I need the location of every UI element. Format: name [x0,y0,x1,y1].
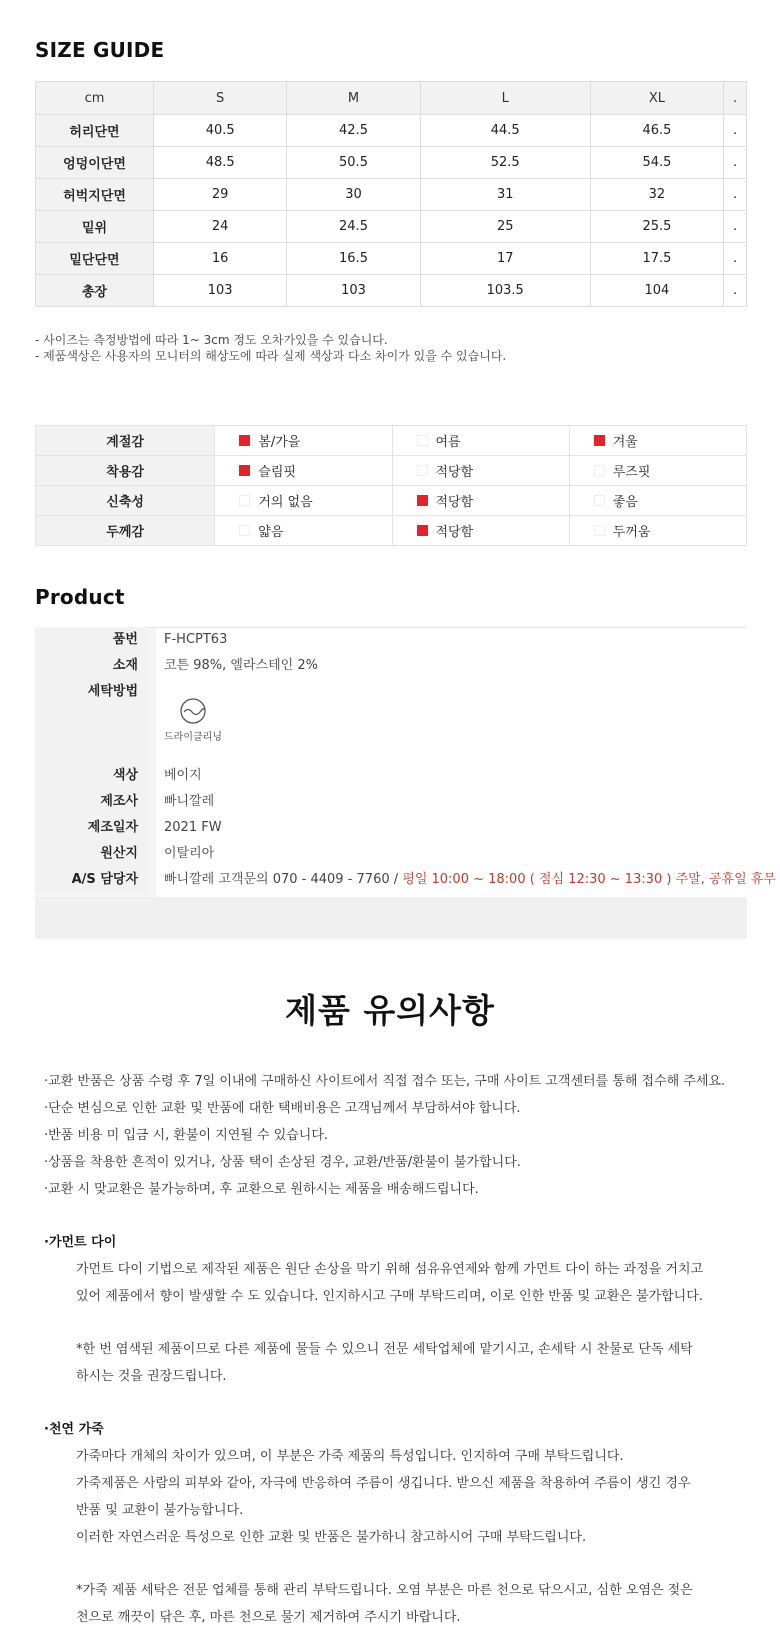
as-contact: 빠니깔레 고객문의 070 - 4409 - 7760 / [164,872,403,887]
info-value: 빠니깔레 [164,794,215,809]
notice-line: 천으로 깨끗이 닦은 후, 마른 천으로 물기 제거하여 주시기 바랍니다. [76,1610,461,1625]
table-row [36,115,747,147]
option-text: 적당함 [435,495,474,510]
table-row [36,275,747,307]
fit-feel-table [35,425,747,546]
unchecked-marker-icon [239,495,250,506]
unchecked-marker-icon [594,465,605,476]
info-value: 이탈리아 [164,846,215,861]
unchecked-marker-icon [239,525,250,536]
table-cell: 17 [420,243,590,275]
feel-option [392,516,569,546]
option-text: 겨울 [612,435,638,450]
notice-title: 제품 유의사항 [285,991,495,1030]
size-table [35,81,747,307]
row-label: 엉덩이단면 [36,147,154,179]
option-text: 여름 [435,435,461,450]
info-value: 2021 FW [164,820,222,835]
table-cell: 29 [154,179,287,211]
table-cell: 40.5 [154,115,287,147]
row-label: 밑단단면 [36,243,154,275]
table-row [36,147,747,179]
feel-option [215,456,392,486]
info-row-color [35,763,747,789]
table-cell: 103 [154,275,287,307]
info-label: 세탁방법 [35,679,146,763]
table-cell: 17.5 [590,243,723,275]
notice-line: ·교환 시 맞교환은 불가능하며, 후 교환으로 원하시는 제품을 배송해드립니다. [44,1182,479,1197]
option-text: 두꺼움 [612,525,651,540]
table-cell: . [724,147,747,179]
notice-line: 가먼트 다이 기법으로 제작된 제품은 원단 손상을 막기 위해 섬유유연제와 함께 가먼트 다이 하는 과정을 거치고 [76,1262,704,1277]
feel-option [215,426,392,456]
table-cell: . [724,211,747,243]
info-value [164,867,776,893]
header-cell: cm [36,82,154,115]
info-value: 베이지 [164,768,202,783]
table-cell: . [724,179,747,211]
header-cell: S [154,82,287,115]
feel-row-fit [36,456,747,486]
wash-method [163,697,223,743]
size-note: - 사이즈는 측정방법에 따라 1~ 3cm 정도 오차가있을 수 있습니다. [35,333,388,347]
notice-line: ·교환 반품은 상품 수령 후 7일 이내에 구매하신 사이트에서 직접 접수 또는, 구매 사이트 고객센터를 통해 접수해 주세요. [44,1074,726,1089]
size-note: - 제품색상은 사용자의 모니터의 해상도에 따라 실제 색상과 다소 차이가 있을 수 있습니다. [35,349,507,363]
feel-option [392,456,569,486]
feel-option [215,486,392,516]
table-cell: 104 [590,275,723,307]
option-text: 좋음 [612,495,638,510]
table-cell: 24 [154,211,287,243]
feel-label: 착용감 [36,456,215,486]
table-cell: 16.5 [287,243,420,275]
table-cell: 54.5 [590,147,723,179]
feel-row-thickness [36,516,747,546]
table-cell: . [724,243,747,275]
notice-line: 이러한 자연스러운 특성으로 인한 교환 및 반품은 불가하니 참고하시어 구매 부탁드립니다. [76,1530,587,1545]
unchecked-marker-icon [417,465,428,476]
checked-marker-icon [417,525,428,536]
notice-line: *한 번 염색된 제품이므로 다른 제품에 물들 수 있으니 전문 세탁업체에 맡기시고, 손세탁 시 찬물로 단독 세탁 [76,1342,693,1357]
info-label: 원산지 [35,841,146,867]
info-value: 코튼 98%, 엘라스테인 2% [164,658,318,673]
option-text: 루즈핏 [612,465,651,480]
table-cell: 30 [287,179,420,211]
table-cell: 103 [287,275,420,307]
notice-line: ·반품 비용 미 입금 시, 환불이 지연될 수 있습니다. [44,1128,329,1143]
info-label: 색상 [35,763,146,789]
as-hours: 평일 10:00 ~ 18:00 ( 점심 12:30 ~ 13:30 ) 주말, 공휴일 휴무 [402,872,776,887]
table-cell: 32 [590,179,723,211]
row-label: 허리단면 [36,115,154,147]
checked-marker-icon [594,435,605,446]
dry-cleaning-icon [163,697,223,725]
feel-option [215,516,392,546]
notice-line: 반품 및 교환이 불가능합니다. [76,1503,244,1518]
row-label: 총장 [36,275,154,307]
option-text: 적당함 [435,525,474,540]
table-cell: 44.5 [420,115,590,147]
notice-line: 하시는 것을 권장드립니다. [76,1369,227,1384]
feel-option [569,426,746,456]
option-text: 적당함 [435,465,474,480]
option-text: 거의 없음 [258,495,313,510]
info-label: 제조일자 [35,815,146,841]
table-cell: 25.5 [590,211,723,243]
feel-option [569,516,746,546]
notice-line: 있어 제품에서 향이 발생할 수 도 있습니다. 인지하시고 구매 부탁드리며, 이로 인한 반품 및 교환은 불가합니다. [76,1289,703,1304]
info-row-maker [35,789,747,815]
info-row-material [35,653,747,679]
table-cell: . [724,275,747,307]
info-value: F-HCPT63 [164,632,228,647]
info-row-as [35,867,776,893]
table-row [36,179,747,211]
header-cell: M [287,82,420,115]
size-table-header [36,82,747,115]
info-row-code [35,627,747,653]
checked-marker-icon [417,495,428,506]
notice-line: 가죽마다 개체의 차이가 있으며, 이 부분은 가죽 제품의 특성입니다. 인지하여 구매 부탁드립니다. [76,1449,624,1464]
info-label: A/S 담당자 [35,867,146,893]
table-cell: 42.5 [287,115,420,147]
option-text: 슬림핏 [258,465,296,480]
wash-text: 드라이클리닝 [164,732,222,743]
header-cell: . [724,82,747,115]
unchecked-marker-icon [417,435,428,446]
row-label: 허벅지단면 [36,179,154,211]
table-cell: 25 [420,211,590,243]
feel-option [392,426,569,456]
size-notes [35,332,506,364]
header-cell: XL [590,82,723,115]
info-footer-band [35,897,747,939]
header-cell: L [420,82,590,115]
table-cell: 48.5 [154,147,287,179]
feel-row-season [36,426,747,456]
table-cell: 31 [420,179,590,211]
feel-option [392,486,569,516]
notice-line: ·상품을 착용한 흔적이 있거나, 상품 택이 손상된 경우, 교환/반품/환불이 불가합니다. [44,1155,521,1170]
info-label: 제조사 [35,789,146,815]
table-row [36,243,747,275]
checked-marker-icon [239,435,250,446]
product-info [35,627,776,893]
notice-line: ·단순 변심으로 인한 교환 및 반품에 대한 택배비용은 고객님께서 부담하셔야 합니다. [44,1101,521,1116]
feel-label: 계절감 [36,426,215,456]
notice-line: *가죽 제품 세탁은 전문 업체를 통해 관리 부탁드립니다. 오염 부분은 마른 천으로 닦으시고, 심한 오염은 젖은 [76,1583,693,1598]
feel-option [569,456,746,486]
table-cell: 16 [154,243,287,275]
table-row [36,211,747,243]
notice-body [44,1068,764,1631]
info-label: 품번 [35,627,146,653]
row-label: 밑위 [36,211,154,243]
checked-marker-icon [239,465,250,476]
feel-row-stretch [36,486,747,516]
unchecked-marker-icon [594,525,605,536]
notice-subtitle: ·천연 가죽 [44,1422,104,1437]
size-guide-title: SIZE GUIDE [35,38,165,62]
table-cell: 52.5 [420,147,590,179]
product-title: Product [35,585,125,609]
notice-subtitle: ·가먼트 다이 [44,1235,117,1250]
feel-label: 두께감 [36,516,215,546]
notice-line: 가죽제품은 사람의 피부와 같아, 자극에 반응하여 주름이 생깁니다. 받으신 제품을 착용하여 주름이 생긴 경우 [76,1476,691,1491]
table-cell: 50.5 [287,147,420,179]
info-label: 소재 [35,653,146,679]
table-cell: 24.5 [287,211,420,243]
option-text: 봄/가을 [258,435,301,450]
table-cell: 103.5 [420,275,590,307]
feel-option [569,486,746,516]
option-text: 얇음 [258,525,284,540]
info-row-date [35,815,747,841]
feel-label: 신축성 [36,486,215,516]
table-cell: . [724,115,747,147]
unchecked-marker-icon [594,495,605,506]
info-row-wash [35,679,747,763]
info-row-origin [35,841,747,867]
table-cell: 46.5 [590,115,723,147]
